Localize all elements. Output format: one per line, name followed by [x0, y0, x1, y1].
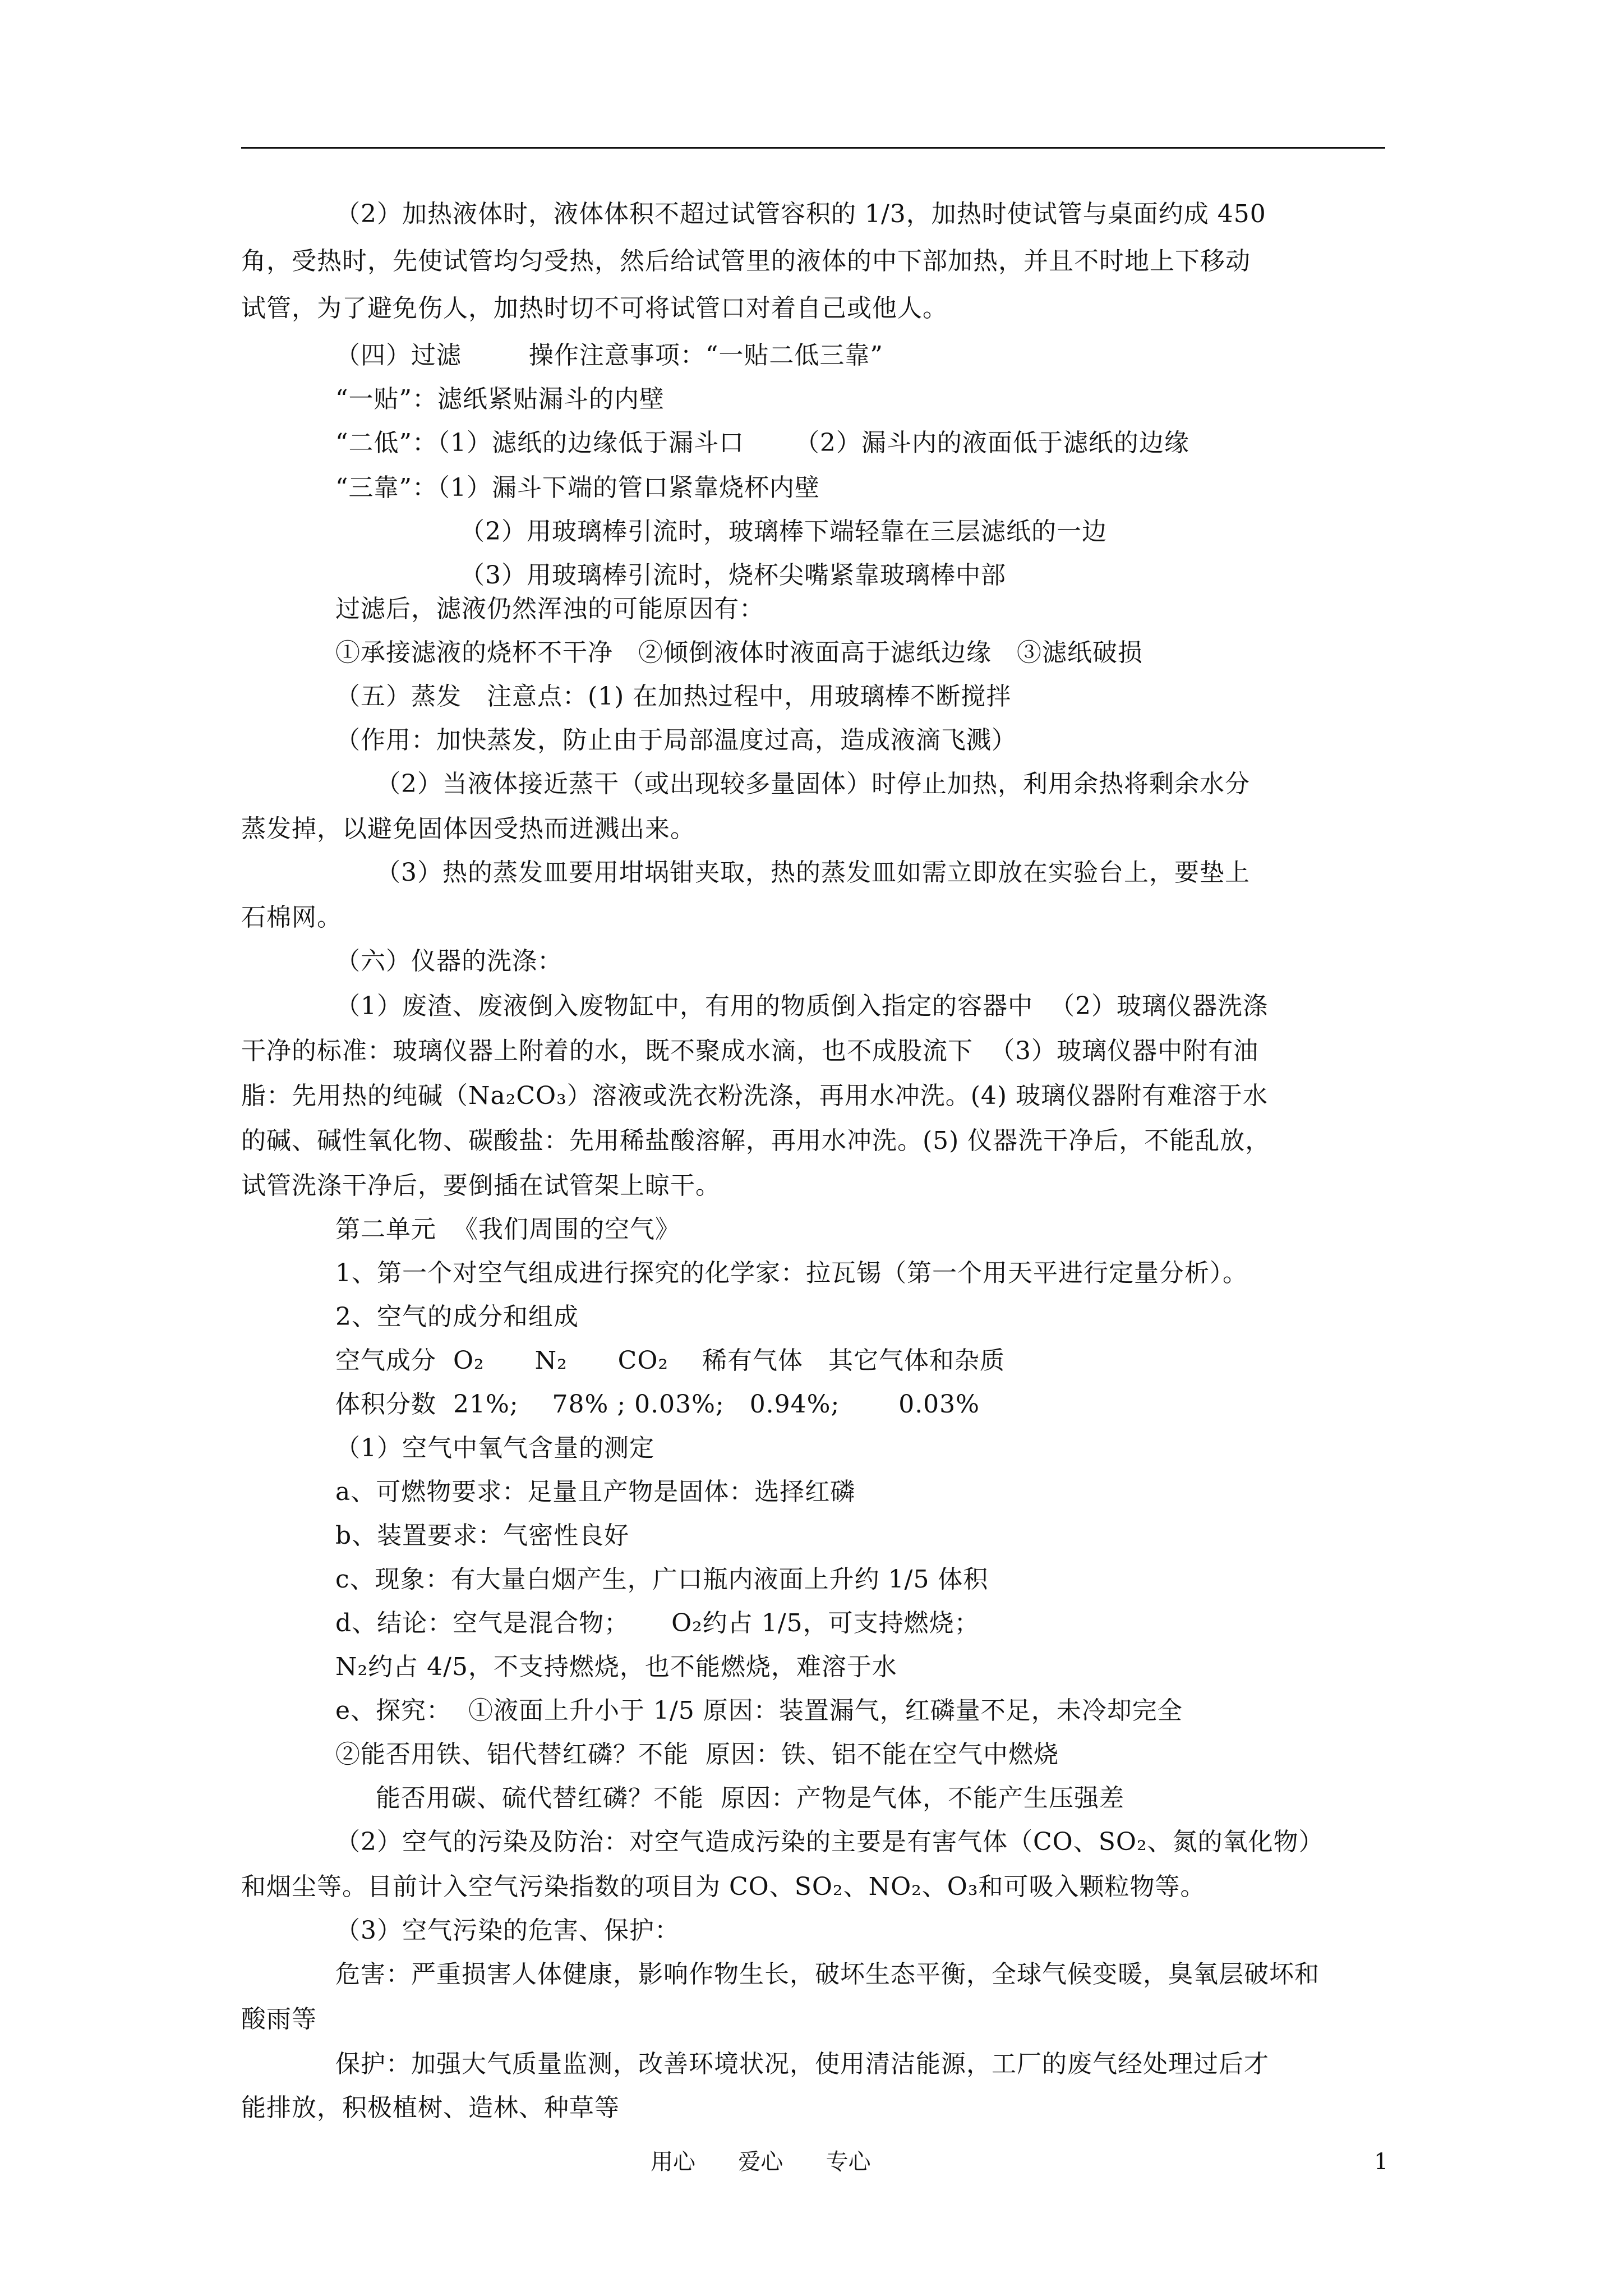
text-line: 试管，为了避免伤人，加热时切不可将试管口对着自己或他人。 — [241, 294, 948, 323]
text-line: 体积分数 21%; 78% ; 0.03%; 0.94%; 0.03% — [335, 1390, 980, 1419]
text-line: 1、第一个对空气组成进行探究的化学家：拉瓦锡（第一个用天平进行定量分析）。 — [335, 1259, 1248, 1287]
text-line: 能排放，积极植树、造林、种草等 — [241, 2093, 620, 2122]
text-line: 酸雨等 — [241, 2005, 317, 2033]
text-line: c、现象：有大量白烟产生，广口瓶内液面上升约 1/5 体积 — [335, 1565, 989, 1594]
text-line: 角，受热时，先使试管均匀受热，然后给试管里的液体的中下部加热，并且不时地上下移动 — [241, 247, 1251, 275]
text-line: 危害：严重损害人体健康，影响作物生长，破坏生态平衡，全球气候变暖，臭氧层破坏和 — [335, 1960, 1320, 1989]
text-line: 和烟尘等。目前计入空气污染指数的项目为 CO、SO₂、NO₂、O₃和可吸入颗粒物等。 — [241, 1872, 1206, 1901]
text-line: 能否用碳、硫代替红磷？不能 原因：产物是气体，不能产生压强差 — [376, 1784, 1124, 1812]
text-line: （五）蒸发 注意点：(1) 在加热过程中，用玻璃棒不断搅拌 — [335, 682, 1012, 711]
text-line: （1）空气中氧气含量的测定 — [335, 1434, 654, 1462]
page-number: 1 — [1374, 2149, 1389, 2175]
text-line: 空气成分 O₂ N₂ CO₂ 稀有气体 其它气体和杂质 — [335, 1346, 1005, 1375]
text-line: “二低”：（1）滤纸的边缘低于漏斗口 （2）漏斗内的液面低于滤纸的边缘 — [335, 429, 1189, 457]
text-line: b、装置要求：气密性良好 — [335, 1521, 630, 1550]
text-line: （四）过滤 操作注意事项：“一贴二低三靠” — [335, 341, 883, 370]
text-line: a、可燃物要求：足量且产物是固体：选择红磷 — [335, 1478, 856, 1506]
header-rule — [241, 147, 1385, 149]
text-line: 2、空气的成分和组成 — [335, 1303, 579, 1331]
text-line: 干净的标准：玻璃仪器上附着的水，既不聚成水滴，也不成股流下 （3）玻璃仪器中附有油 — [241, 1037, 1258, 1065]
text-line: 石棉网。 — [241, 903, 342, 932]
text-line: 第二单元 《我们周围的空气》 — [335, 1215, 680, 1244]
text-line: d、结论：空气是混合物； O₂约占 1/5，可支持燃烧； — [335, 1609, 980, 1637]
text-line: （作用：加快蒸发，防止由于局部温度过高，造成液滴飞溅） — [335, 726, 1017, 754]
text-line: 蒸发掉，以避免固体因受热而迸溅出来。 — [241, 815, 695, 843]
text-line: ②能否用铁、铝代替红磷？不能 原因：铁、铝不能在空气中燃烧 — [335, 1740, 1059, 1769]
text-line: 保护：加强大气质量监测，改善环境状况，使用清洁能源，工厂的废气经处理过后才 — [335, 2050, 1269, 2078]
text-line: （六）仪器的洗涤： — [335, 947, 562, 976]
text-line: “三靠”：（1）漏斗下端的管口紧靠烧杯内壁 — [335, 473, 820, 502]
text-line: “一贴”：滤纸紧贴漏斗的内壁 — [335, 385, 665, 413]
text-line: 的碱、碱性氧化物、碳酸盐：先用稀盐酸溶解，再用水冲洗。(5) 仪器洗干净后，不能乱放， — [241, 1126, 1271, 1155]
text-line: e、探究： ①液面上升小于 1/5 原因：装置漏气，红磷量不足，未冷却完全 — [335, 1696, 1183, 1725]
text-line: （3）空气污染的危害、保护： — [335, 1916, 680, 1945]
text-line: 试管洗涤干净后，要倒插在试管架上晾干。 — [241, 1171, 721, 1200]
text-line: 脂：先用热的纯碱（Na₂CO₃）溶液或洗衣粉洗涤，再用水冲洗。(4) 玻璃仪器附有难溶于水 — [241, 1082, 1269, 1110]
text-line: N₂约占 4/5，不支持燃烧，也不能燃烧，难溶于水 — [335, 1653, 897, 1681]
text-line: （3）用玻璃棒引流时，烧杯尖嘴紧靠玻璃棒中部 — [460, 561, 1006, 590]
text-line: ①承接滤液的烧杯不干净 ②倾倒液体时液面高于滤纸边缘 ③滤纸破损 — [335, 638, 1143, 667]
text-line: （2）用玻璃棒引流时，玻璃棒下端轻靠在三层滤纸的一边 — [460, 517, 1107, 546]
text-line: 过滤后，滤液仍然浑浊的可能原因有： — [335, 595, 764, 623]
text-line: （2）空气的污染及防治：对空气造成污染的主要是有害气体（CO、SO₂、氮的氧化物） — [335, 1828, 1324, 1856]
text-line: （2）加热液体时，液体体积不超过试管容积的 1/3，加热时使试管与桌面约成 450 — [335, 200, 1266, 228]
text-line: （1）废渣、废液倒入废物缸中，有用的物质倒入指定的容器中 （2）玻璃仪器洗涤 — [335, 992, 1268, 1020]
text-line: （2）当液体接近蒸干（或出现较多量固体）时停止加热，利用余热将剩余水分 — [376, 770, 1250, 798]
text-line: （3）热的蒸发皿要用坩埚钳夹取，热的蒸发皿如需立即放在实验台上，要垫上 — [376, 858, 1250, 887]
footer-motto: 用心 爱心 专心 — [651, 2149, 871, 2175]
